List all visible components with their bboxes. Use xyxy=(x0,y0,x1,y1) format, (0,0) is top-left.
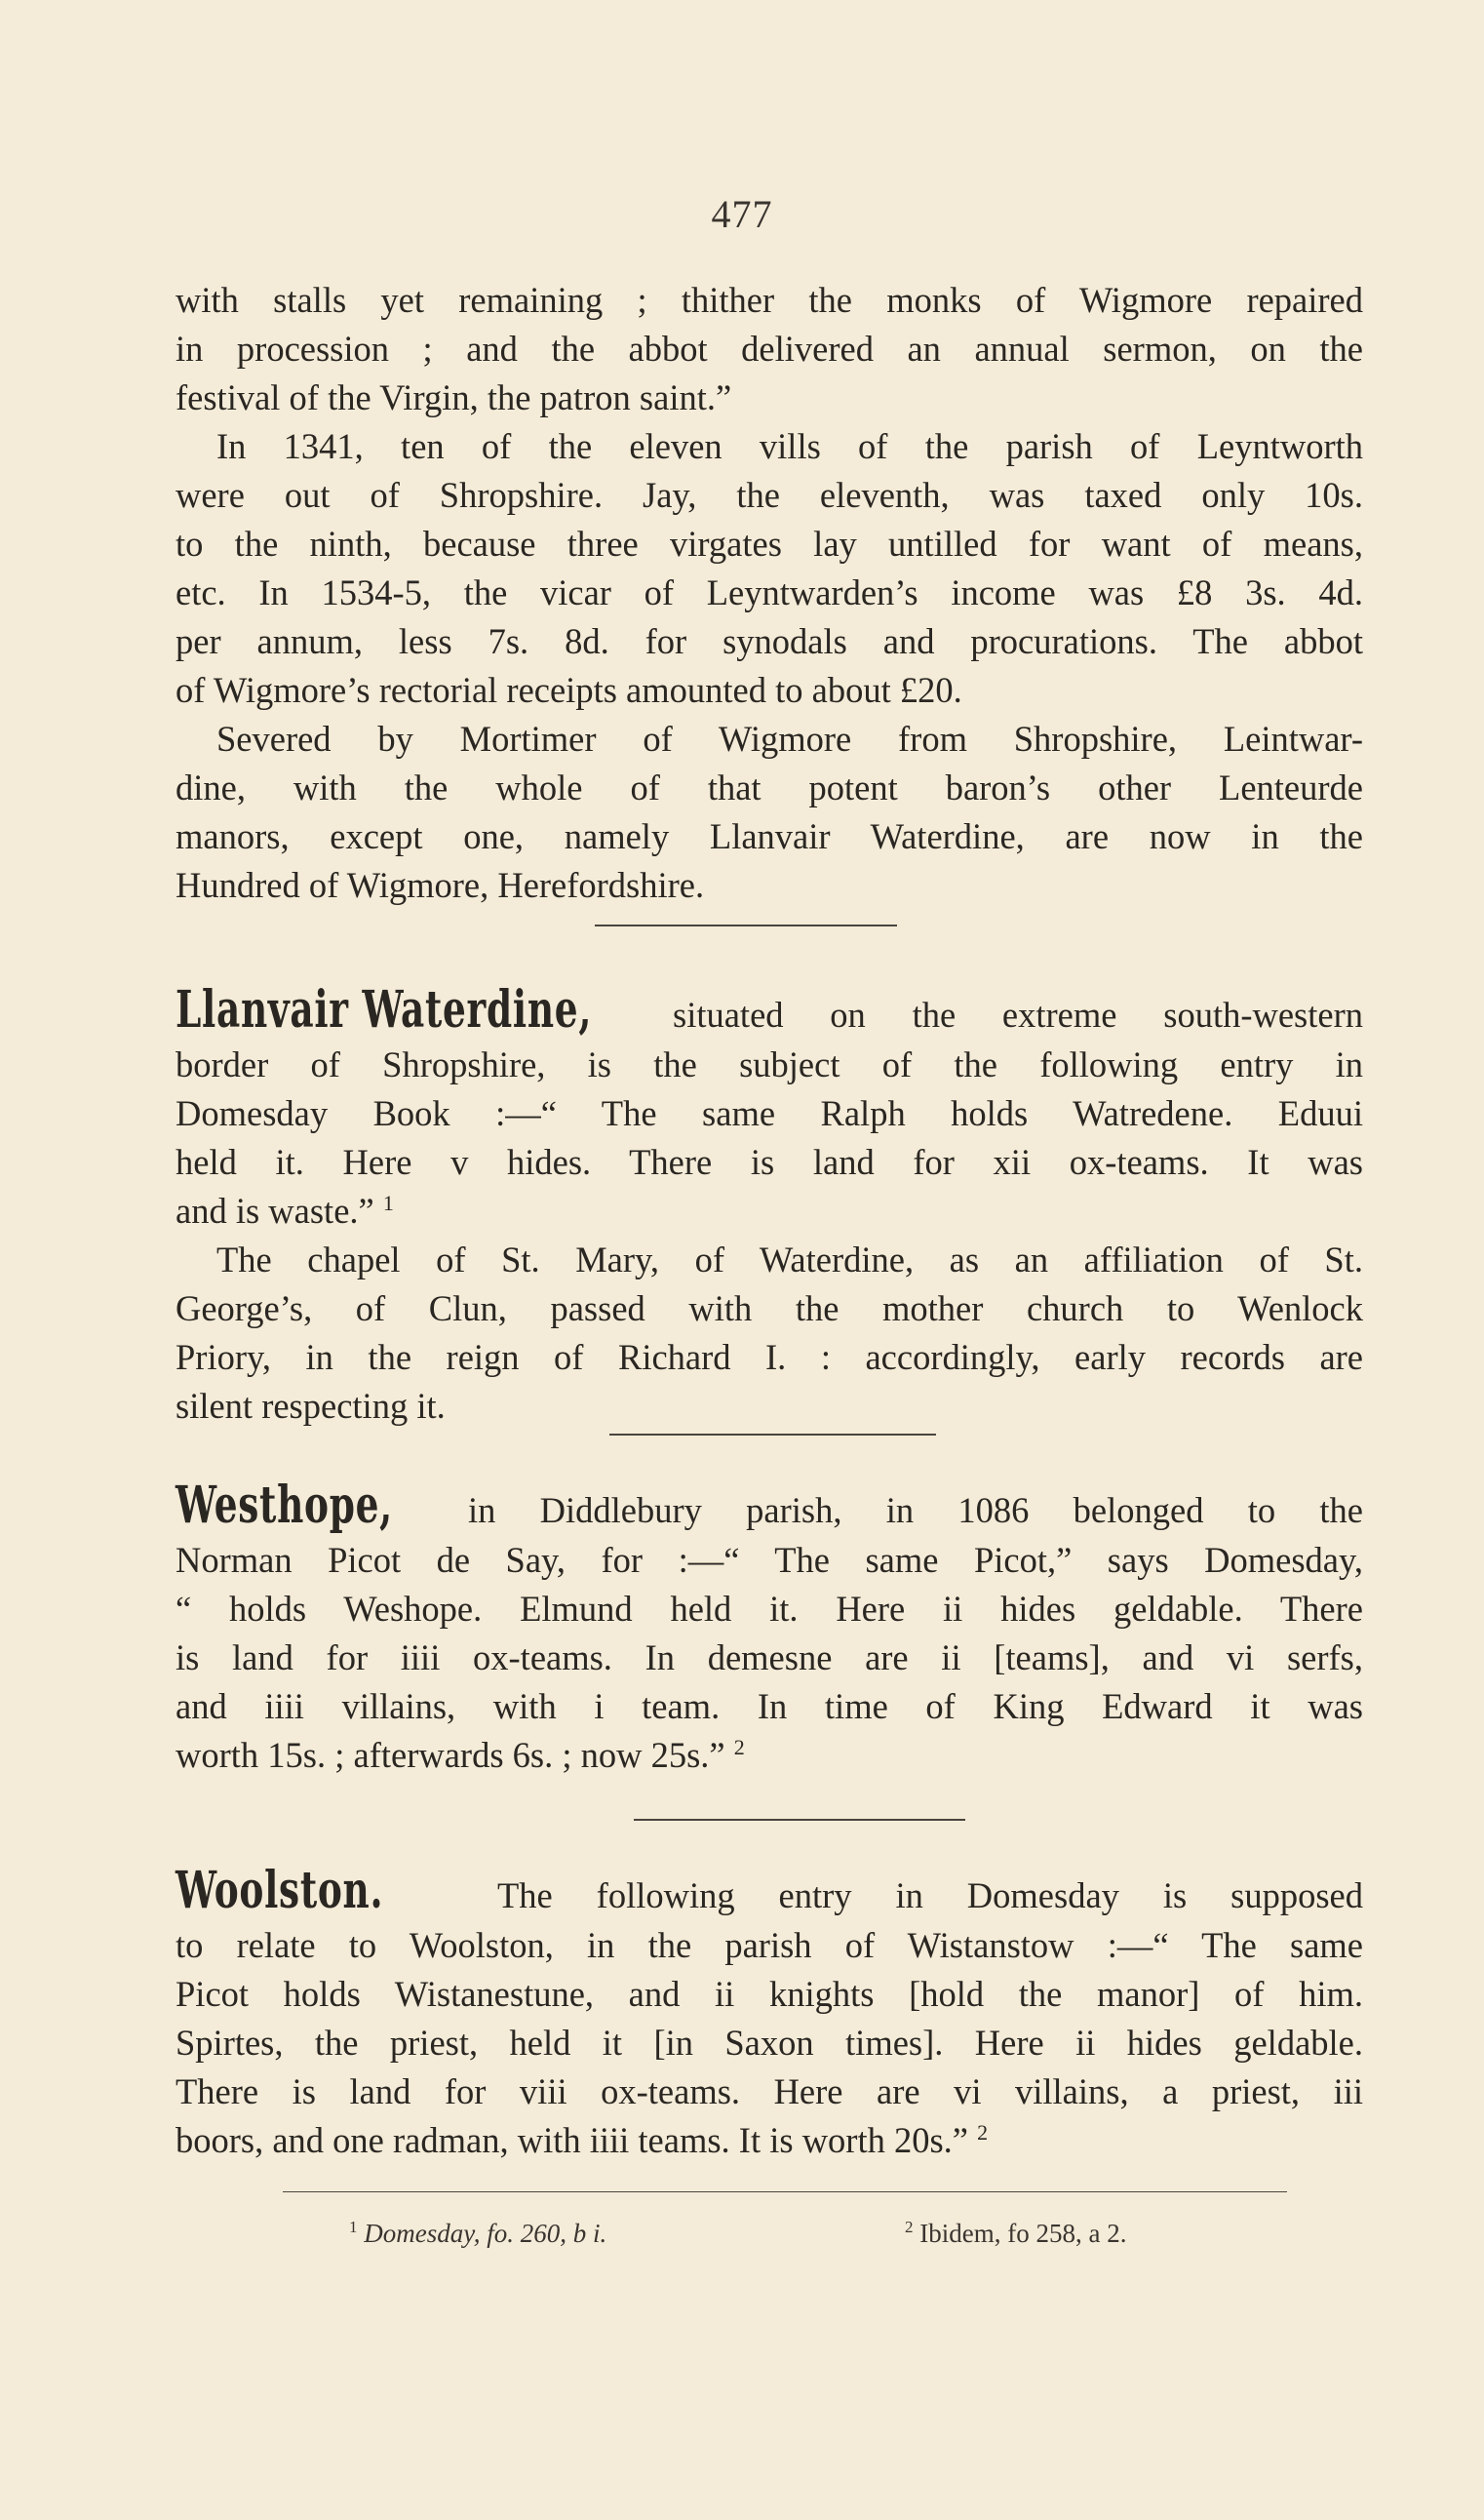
woolston-heading: Woolston. xyxy=(176,1861,384,1920)
text-line xyxy=(176,2116,1363,2165)
footnote-2 xyxy=(905,2218,1126,2249)
footnote-text: Ibidem, fo 258, a 2. xyxy=(919,2219,1127,2248)
text-line: Picot holds Wistanestune, and ii knights [hold the manor] of him. xyxy=(176,1974,1363,2014)
text-line: in procession ; and the abbot delivered an annual sermon, on the xyxy=(176,329,1363,369)
text-line: Hundred of Wigmore, Herefordshire. xyxy=(176,865,705,905)
footnote-mark: 1 xyxy=(349,2218,358,2236)
text-line: to relate to Woolston, in the parish of Wistanstow :—“ The same xyxy=(176,1925,1363,1965)
text-line: silent respecting it. xyxy=(176,1386,446,1426)
text-line: and iiii villains, with i team. In time of King Edward it was xyxy=(176,1686,1363,1726)
text-line: Norman Picot de Say, for :—“ The same Picot,” says Domesday, xyxy=(176,1540,1363,1580)
text-line: The chapel of St. Mary, of Waterdine, as an affiliation of St. xyxy=(216,1240,1363,1280)
text-line: etc. In 1534-5, the vicar of Leyntwarden’s income was £8 3s. 4d. xyxy=(176,572,1363,612)
page-number: 477 xyxy=(711,192,773,236)
text-line: is land for iiii ox-teams. In demesne are ii [teams], and vi serfs, xyxy=(176,1637,1363,1677)
text-line: were out of Shropshire. Jay, the eleventh, was taxed only 10s. xyxy=(176,475,1363,515)
text-line xyxy=(176,1476,1363,1536)
llanvair-heading: Llanvair Waterdine, xyxy=(176,980,593,1040)
footnote-ref: 2 xyxy=(733,1734,745,1759)
section-divider xyxy=(595,925,897,926)
footnote-text: Domesday, fo. 260, b i. xyxy=(364,2219,607,2248)
text-line: Spirtes, the priest, held it [in Saxon times]. Here ii hides geldable. xyxy=(176,2023,1363,2063)
text-line: with stalls yet remaining ; thither the monks of Wigmore repaired xyxy=(176,280,1363,320)
section-divider xyxy=(609,1434,936,1436)
text-line-content: and is waste.” xyxy=(176,1191,374,1231)
text-line: Priory, in the reign of Richard I. : accordingly, early records are xyxy=(176,1337,1363,1377)
text-line xyxy=(176,1861,1363,1921)
footnote-ref: 1 xyxy=(382,1190,394,1215)
westhope-first-line: in Diddlebury parish, in 1086 belonged to the xyxy=(468,1490,1363,1530)
text-line: In 1341, ten of the eleven vills of the parish of Leyntworth xyxy=(216,426,1363,466)
text-line: held it. Here v hides. There is land for xii ox-teams. It was xyxy=(176,1142,1363,1182)
intro-text xyxy=(176,276,1363,910)
text-line: George’s, of Clun, passed with the mother church to Wenlock xyxy=(176,1288,1363,1328)
text-line: Severed by Mortimer of Wigmore from Shropshire, Leintwar- xyxy=(216,719,1363,759)
text-line: to the ninth, because three virgates lay untilled for want of means, xyxy=(176,524,1363,564)
text-line-content: boors, and one radman, with iiii teams. It is worth 20s.” xyxy=(176,2120,968,2160)
text-line: of Wigmore’s rectorial receipts amounted to about £20. xyxy=(176,670,962,710)
text-line: per annum, less 7s. 8d. for synodals and procurations. The abbot xyxy=(176,621,1363,661)
text-line xyxy=(176,1187,1363,1236)
section-divider xyxy=(634,1819,965,1821)
woolston-first-line: The following entry in Domesday is supposed xyxy=(497,1875,1363,1915)
footnote-mark: 2 xyxy=(905,2218,914,2236)
westhope-section xyxy=(176,1476,1363,1780)
footnote-1 xyxy=(349,2218,606,2249)
footnote-ref: 2 xyxy=(977,2119,989,2145)
westhope-heading: Westhope, xyxy=(176,1476,393,1535)
text-line: manors, except one, namely Llanvair Waterdine, are now in the xyxy=(176,816,1363,856)
llanvair-first-line: situated on the extreme south-western xyxy=(673,995,1363,1035)
text-line-content: worth 15s. ; afterwards 6s. ; now 25s.” xyxy=(176,1735,725,1775)
text-line: “ holds Weshope. Elmund held it. Here ii hides geldable. There xyxy=(176,1589,1363,1629)
text-line: border of Shropshire, is the subject of the following entry in xyxy=(176,1044,1363,1084)
text-line xyxy=(176,980,1363,1041)
woolston-section xyxy=(176,1861,1363,2165)
text-line: dine, with the whole of that potent baron’s other Lenteurde xyxy=(176,768,1363,807)
text-line: festival of the Virgin, the patron saint.” xyxy=(176,377,732,417)
llanvair-section xyxy=(176,980,1363,1431)
text-line xyxy=(176,1731,1363,1780)
text-line: There is land for viii ox-teams. Here are vi villains, a priest, iii xyxy=(176,2071,1363,2111)
text-line: Domesday Book :—“ The same Ralph holds Watredene. Eduui xyxy=(176,1093,1363,1133)
footnote-divider xyxy=(283,2191,1287,2192)
